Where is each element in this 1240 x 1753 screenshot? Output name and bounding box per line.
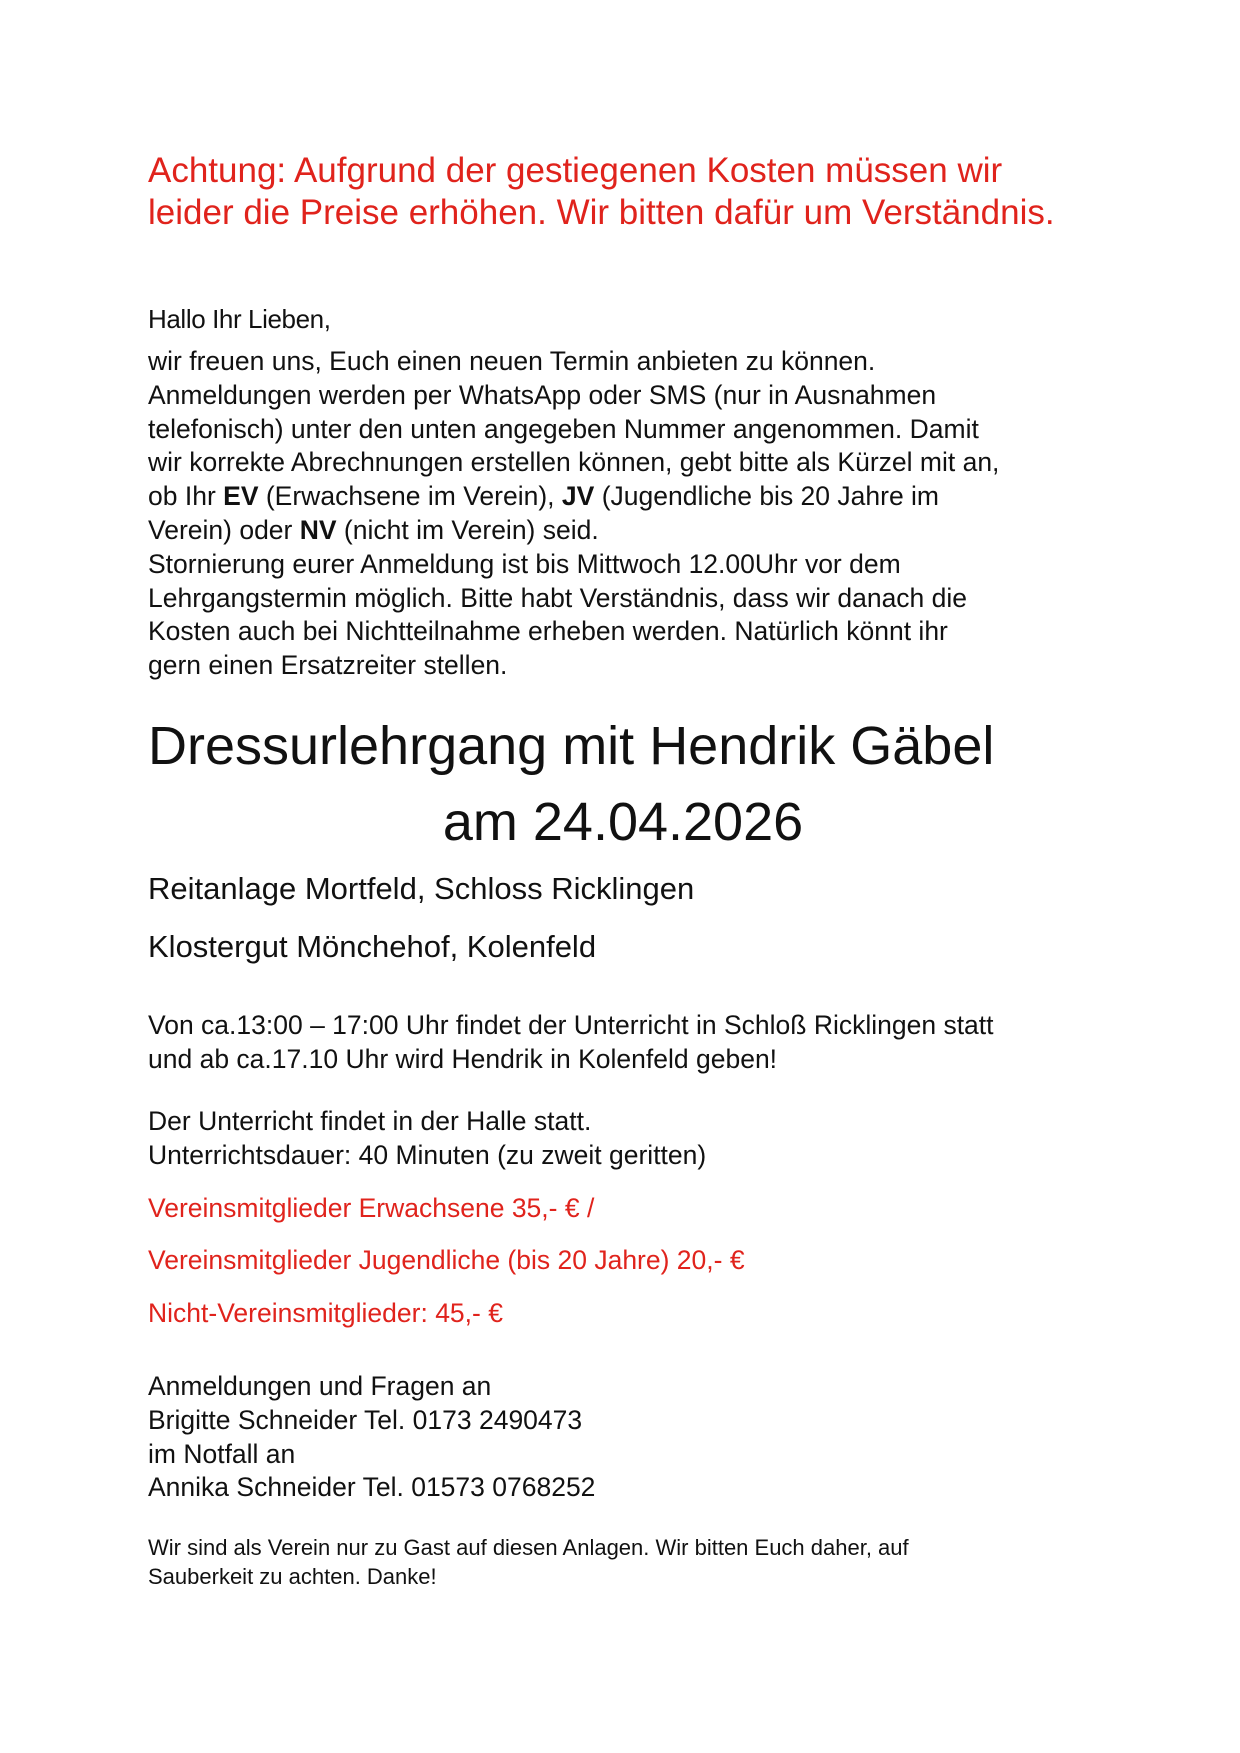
intro-line: wir freuen uns, Euch einen neuen Termin anbieten zu können.	[148, 346, 876, 376]
intro-text: (Erwachsene im Verein),	[258, 481, 562, 512]
schedule-line: Von ca.13:00 – 17:00 Uhr findet der Unterricht in Schloß Ricklingen statt	[148, 1010, 994, 1040]
contact-emergency-label: im Notfall an	[148, 1438, 296, 1469]
price-adults: Vereinsmitglieder Erwachsene 35,- € /	[148, 1193, 595, 1223]
lesson-info	[148, 1105, 706, 1173]
footnote-line: Wir sind als Verein nur zu Gast auf diesen Anlagen. Wir bitten Euch daher, auf	[148, 1535, 909, 1560]
intro-line: Anmeldungen werden per WhatsApp oder SMS (nur in Ausnahmen	[148, 379, 937, 410]
contact-heading: Anmeldungen und Fragen an	[148, 1371, 492, 1401]
schedule-line: und ab ca.17.10 Uhr wird Hendrik in Kolenfeld geben!	[148, 1043, 778, 1074]
contact-primary: Brigitte Schneider Tel. 0173 2490473	[148, 1404, 583, 1435]
intro-paragraph	[148, 345, 1108, 683]
contact-block	[148, 1370, 595, 1505]
lesson-location: Der Unterricht findet in der Halle statt.	[148, 1106, 592, 1136]
intro-text: ob Ihr	[148, 481, 224, 512]
location-1: Reitanlage Mortfeld, Schloss Ricklingen	[148, 871, 695, 906]
intro-text: Verein) oder	[148, 514, 300, 545]
intro-line: Kosten auch bei Nichtteilnahme erheben werden. Natürlich könnt ihr	[148, 616, 948, 647]
schedule-paragraph	[148, 1009, 1108, 1077]
intro-line-membership-codes	[148, 480, 1108, 514]
code-jv: JV	[561, 481, 595, 512]
notice-line-2: leider die Preise erhöhen. Wir bitten dafür um Verständnis.	[148, 193, 1055, 232]
intro-text: (Jugendliche bis 20 Jahre im	[594, 481, 940, 512]
intro-text: (nicht im Verein) seid.	[336, 514, 599, 545]
intro-line-membership-codes	[148, 514, 1108, 548]
footnote-line: Sauberkeit zu achten. Danke!	[148, 1564, 437, 1589]
greeting: Hallo Ihr Lieben,	[148, 304, 331, 334]
code-nv: NV	[299, 514, 337, 545]
intro-line: Stornierung eurer Anmeldung ist bis Mittwoch 12.00Uhr vor dem	[148, 548, 901, 579]
lesson-duration: Unterrichtsdauer: 40 Minuten (zu zweit geritten)	[148, 1139, 707, 1170]
contact-emergency: Annika Schneider Tel. 01573 0768252	[148, 1472, 596, 1503]
location-2: Klostergut Mönchehof, Kolenfeld	[148, 929, 597, 964]
event-date: am 24.04.2026	[442, 792, 804, 852]
intro-line: gern einen Ersatzreiter stellen.	[148, 650, 508, 681]
footnote	[148, 1533, 1048, 1591]
code-ev: EV	[223, 481, 259, 512]
price-youth: Vereinsmitglieder Jugendliche (bis 20 Jahre) 20,- €	[148, 1245, 745, 1275]
intro-line: telefonisch) unter den unten angegeben Nummer angenommen. Damit	[148, 413, 979, 444]
price-non-members: Nicht-Vereinsmitglieder: 45,- €	[148, 1298, 503, 1328]
notice-line-1: Achtung: Aufgrund der gestiegenen Kosten müssen wir	[148, 151, 1003, 190]
event-title: Dressurlehrgang mit Hendrik Gäbel	[148, 716, 995, 776]
intro-line: wir korrekte Abrechnungen erstellen können, gebt bitte als Kürzel mit an,	[148, 447, 1000, 478]
price-increase-notice	[148, 150, 1098, 234]
intro-line: Lehrgangstermin möglich. Bitte habt Verständnis, dass wir danach die	[148, 582, 968, 613]
